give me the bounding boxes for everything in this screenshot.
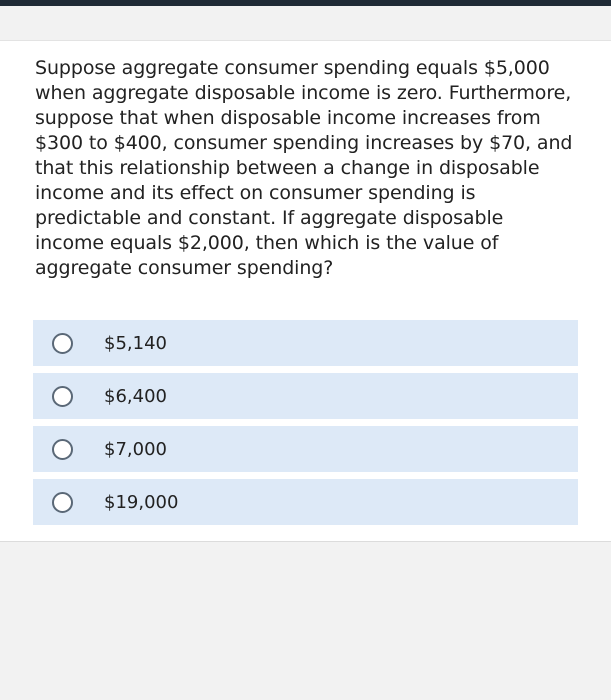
radio-button-icon[interactable]	[52, 439, 73, 460]
radio-button-icon[interactable]	[52, 333, 73, 354]
radio-button-icon[interactable]	[52, 386, 73, 407]
top-bar	[0, 0, 611, 6]
answer-option-label: $19,000	[104, 491, 179, 513]
question-text: Suppose aggregate consumer spending equals $5,000 when aggregate disposable income is zero. Furthermore, suppose that when disposable income increases from $300 to $400, consumer spending increases by $70, and that this relationship between a change in disposable income and its effect on consumer spending is predictable and constant. If aggregate disposable income equals $2,000, then which is the value of aggregate consumer spending?	[35, 57, 573, 279]
answer-option-label: $5,140	[104, 332, 167, 354]
answer-option-3[interactable]	[33, 426, 578, 472]
answer-options	[33, 320, 578, 532]
answer-option-2[interactable]	[33, 373, 578, 419]
question-card	[0, 40, 611, 542]
answer-option-label: $6,400	[104, 385, 167, 407]
answer-option-4[interactable]	[33, 479, 578, 525]
answer-option-1[interactable]	[33, 320, 578, 366]
radio-button-icon[interactable]	[52, 492, 73, 513]
answer-option-label: $7,000	[104, 438, 167, 460]
